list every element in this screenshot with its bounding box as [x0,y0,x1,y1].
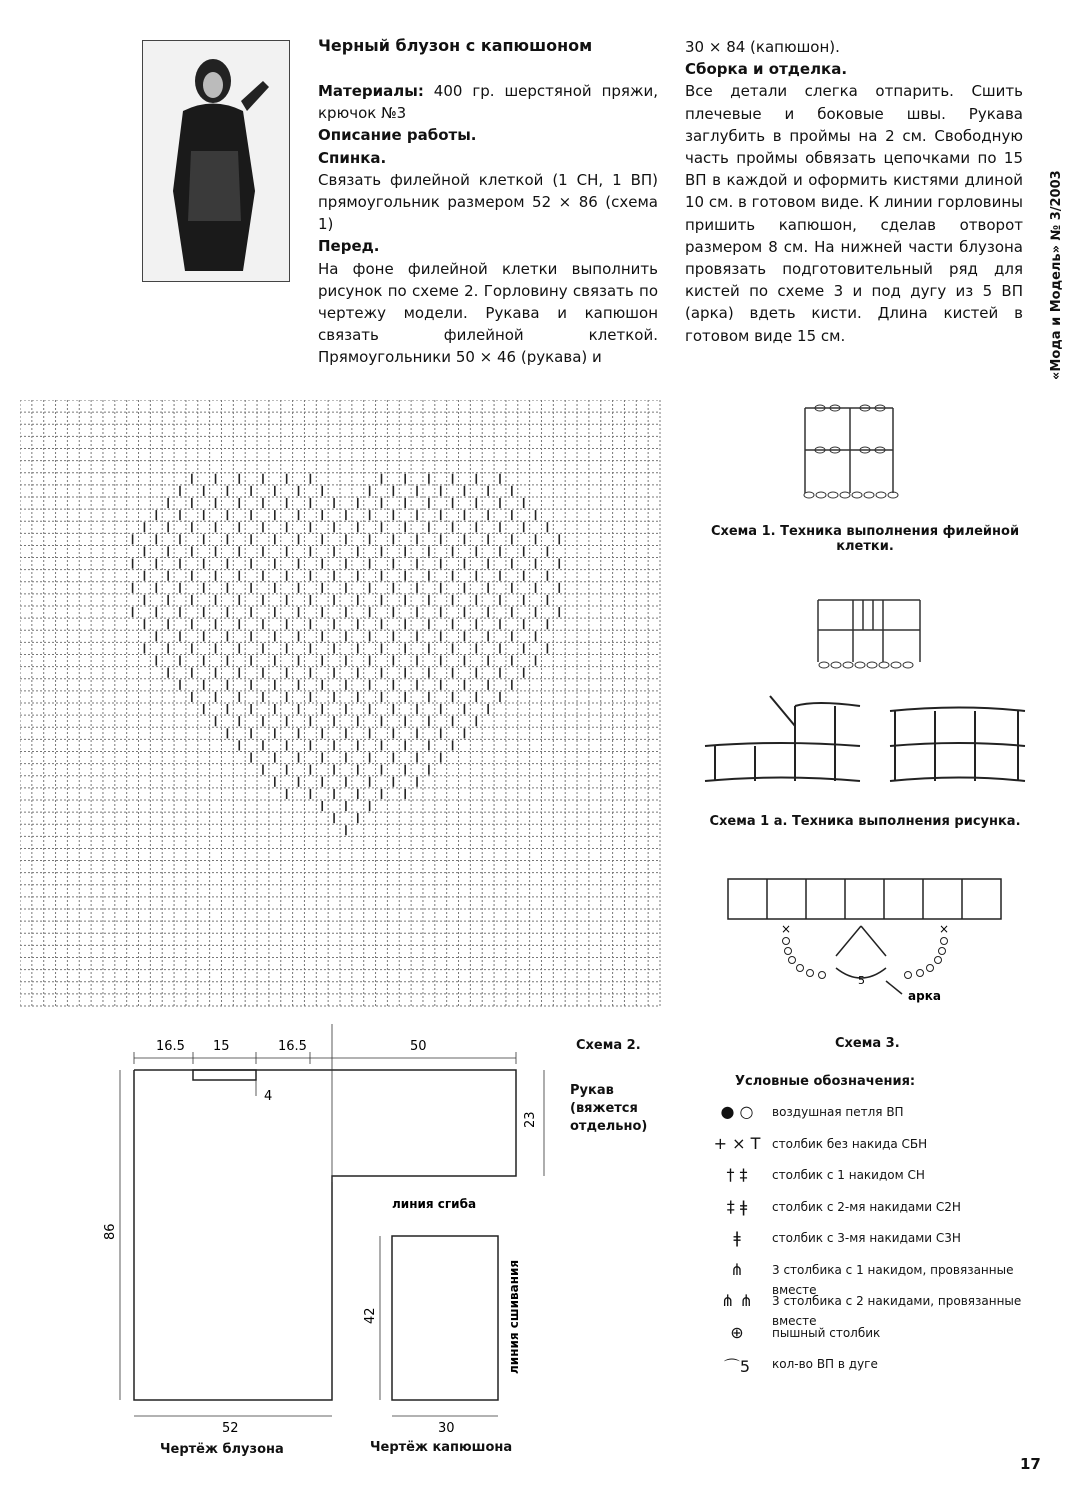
source-vertical [1033,160,1064,380]
dim-neck-width: 15 [213,1039,230,1054]
front-text: На фоне филейной клетки выполнить рисунок по схеме 2. Горловину связать по чертежу модели. Рукава и капюшон связать филейной клеткой. Прямоугольники 50 × 46 (рукава) и [318,259,658,367]
dim-neck-left: 16.5 [156,1039,185,1054]
model-photo [142,40,290,282]
legend-symbol: ⌒5 [723,1357,751,1376]
page-number: 17 [1020,1455,1041,1473]
materials-label: Материалы: [318,82,424,100]
legend-text: 3 столбика с 2 накидами, провязанные вместе [772,1294,1022,1328]
scheme-1-diagram [795,398,905,508]
arch-label: арка [908,989,941,1003]
dim-body-width: 52 [222,1421,239,1436]
legend-symbol: ● ○ [720,1102,754,1121]
dim-sleeve-height: 23 [523,1111,538,1128]
back-label: Спинка. [318,148,387,167]
dim-hood-width: 30 [438,1421,455,1436]
dim-neck-depth: 4 [264,1089,273,1104]
svg-text:×: × [939,922,950,936]
legend-text: столбик без накида СБН [772,1136,928,1151]
legend-text: столбик с 3-мя накидами С3Н [772,1231,961,1245]
scheme-1a-symbol-diagram [808,592,928,670]
article-title: Черный блузон с капюшоном [318,36,593,55]
scheme-3-caption: Схема 3. [835,1036,900,1051]
dim-body-height: 86 [103,1223,118,1240]
legend-symbol: + × T [713,1133,761,1153]
assembly-text: Все детали слегка отпарить. Сшить плечевые и боковые швы. Рукава заглубить в проймы на 2 см. Свободную часть проймы обвязать цепочками по 15 ВП в каждой и оформить кистями длиной 10 см. в готовом виде. К линии горловины пришить капюшон, сделав отворот размером 8 см. На нижней части блузона провязать подготовительный ряд для кистей по схеме 3 и под дугу из 5 ВП (арка) вдеть кисти. Длина кистей в готовом виде 15 см. [685,82,1023,345]
scheme-1a-technique-illustration [700,686,1030,794]
legend-symbol: ‡ ǂ [726,1196,748,1216]
scheme-2-caption: Схема 2. [576,1038,641,1053]
legend-text: столбик с 2-мя накидами С2Н [772,1199,961,1214]
legend-symbol: ⋔ [730,1259,744,1279]
legend-text: пышный столбик [772,1325,881,1340]
fold-line-label: линия сгиба [392,1197,477,1211]
legend-symbol: ǂ [733,1228,741,1247]
legend-text: кол-во ВП в дуге [772,1357,878,1371]
legend-title: Условные обозначения: [735,1074,916,1089]
scheme-1-caption: Схема 1. Техника выполнения филейной клетки. [710,524,1020,554]
front-label: Перед. [318,237,380,256]
svg-text:×: × [781,922,792,936]
assembly-label: Сборка и отделка. [685,60,848,79]
source-text: «Мода и Модель» № 3/2003 [1049,170,1064,380]
legend-text: воздушная петля ВП [772,1105,904,1119]
scheme-1a-caption: Схема 1 а. Техника выполнения рисунка. [709,814,1021,829]
legend-symbol: ⊕ [730,1322,744,1342]
legend-text: столбик с 1 накидом СН [772,1168,925,1182]
body-caption: Чертёж блузона [160,1442,284,1457]
description-label: Описание работы. [318,126,477,145]
dim-hood-height: 42 [363,1307,378,1324]
article-column-1 [318,80,658,369]
sleeve-label: Рукав (вяжется отдельно) [570,1083,648,1134]
back-text: Связать филейной клеткой (1 СН, 1 ВП) прямоугольник размером 52 × 86 (схема 1) [318,170,658,234]
hood-caption: Чертёж капюшона [370,1440,513,1455]
article-column-2 [685,36,1023,347]
col2-start: 30 × 84 (капюшон). [685,38,840,56]
legend-symbol: ⋔ ⋔ [721,1291,753,1310]
legend-symbol: † ‡ [726,1165,748,1184]
dim-neck-right: 16.5 [278,1039,307,1054]
sew-line-label: линия сшивания [507,1259,521,1374]
arch-count: 5 [858,974,865,987]
legend-text: 3 столбика с 1 накидом, провязанные вместе [772,1262,1014,1297]
dim-sleeve-width: 50 [410,1039,427,1054]
materials-text: 400 гр. шерстяной пряжи, крючок №3 [318,82,658,123]
scheme-3-diagram [726,876,1006,1006]
scheme-2-chart [20,400,662,1010]
